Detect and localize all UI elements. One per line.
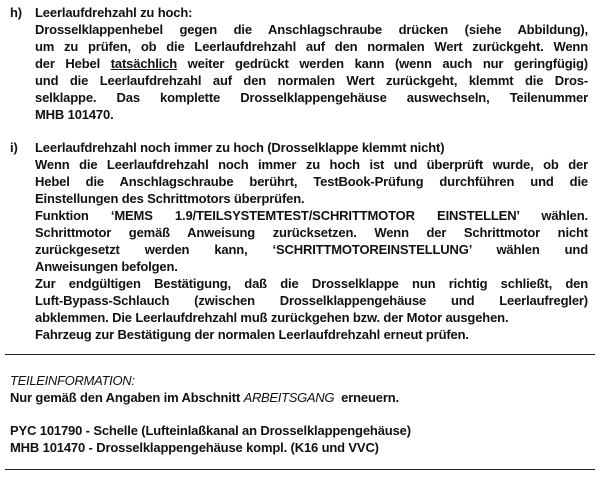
section-i-line: Anweisungen befolgen.: [35, 259, 178, 274]
section-h-line: MHB 101470.: [35, 107, 114, 122]
section-i-line: zurückgesetzt werden kann, ‘SCHRITTMOTOREINSTELLUNG’ wählen und: [35, 242, 588, 257]
section-reference: ARBEITSGANG: [243, 390, 335, 405]
parts-heading: TEILEINFORMATION:: [10, 373, 135, 388]
section-i-line: Fahrzeug zur Bestätigung der normalen Leerlaufdrehzahl erneut prüfen.: [35, 327, 469, 342]
parts-note: [10, 389, 399, 406]
section-i-line: Hebel die Anschlagschraube berührt, TestBook-Prüfung durchführen und die: [35, 174, 588, 189]
part-item: PYC 101790 - Schelle (Lufteinlaßkanal an Drosselklappengehäuse): [10, 423, 411, 438]
section-i-line: Luft-Bypass-Schlauch (zwischen Drosselklappengehäuse und Leerlaufregler): [35, 293, 588, 308]
section-i-line: Funktion ‘MEMS 1.9/TEILSYSTEMTEST/SCHRITTMOTOR EINSTELLEN’ wählen.: [35, 208, 588, 223]
section-h-line: und die Leerlaufdrehzahl auf den normalen Wert zurückgeht, klemmt die Dros-: [35, 73, 588, 88]
section-h-title: Leerlaufdrehzahl zu hoch:: [35, 5, 193, 20]
section-h-marker: h): [10, 5, 22, 20]
section-i-line: Wenn die Leerlaufdrehzahl noch immer zu hoch ist und überprüft wurde, ob der: [35, 157, 588, 172]
section-h-line: Drosselklappenhebel gegen die Anschlagschraube drücken (siehe Abbildung),: [35, 22, 588, 37]
underlined-emphasis: tatsächlich: [110, 56, 177, 71]
text: weiter gedrückt werden kann (wenn auch nur geringfügig): [177, 56, 588, 71]
section-i-marker: i): [10, 140, 18, 155]
divider: [5, 354, 595, 355]
section-h-line: [35, 55, 588, 72]
section-h-line: um zu prüfen, ob die Leerlaufdrehzahl auf den normalen Wert zurückgeht. Wenn: [35, 39, 588, 54]
section-h-line: selklappe. Das komplette Drosselklappengehäuse auswechseln, Teilenummer: [35, 90, 588, 105]
text: Nur gemäß den Angaben im Abschnitt: [10, 390, 244, 405]
section-i-line: Schrittmotor gemäß Anweisung zurücksetzen. Wenn der Schrittmotor nicht: [35, 225, 588, 240]
section-i-line: Einstellungen des Schrittmotors überprüfen.: [35, 191, 305, 206]
section-i-line: abklemmen. Die Leerlaufdrehzahl muß zurückgehen bzw. der Motor ausgehen.: [35, 310, 509, 325]
text: der Hebel: [35, 56, 111, 71]
section-i-title: Leerlaufdrehzahl noch immer zu hoch (Drosselklappe klemmt nicht): [35, 140, 445, 155]
section-i-line: Zur endgültigen Bestätigung, daß die Drosselklappe nun richtig schließt, den: [35, 276, 588, 291]
part-item: MHB 101470 - Drosselklappengehäuse kompl. (K16 und VVC): [10, 440, 379, 455]
text: erneuern.: [334, 390, 400, 405]
divider: [5, 469, 595, 470]
